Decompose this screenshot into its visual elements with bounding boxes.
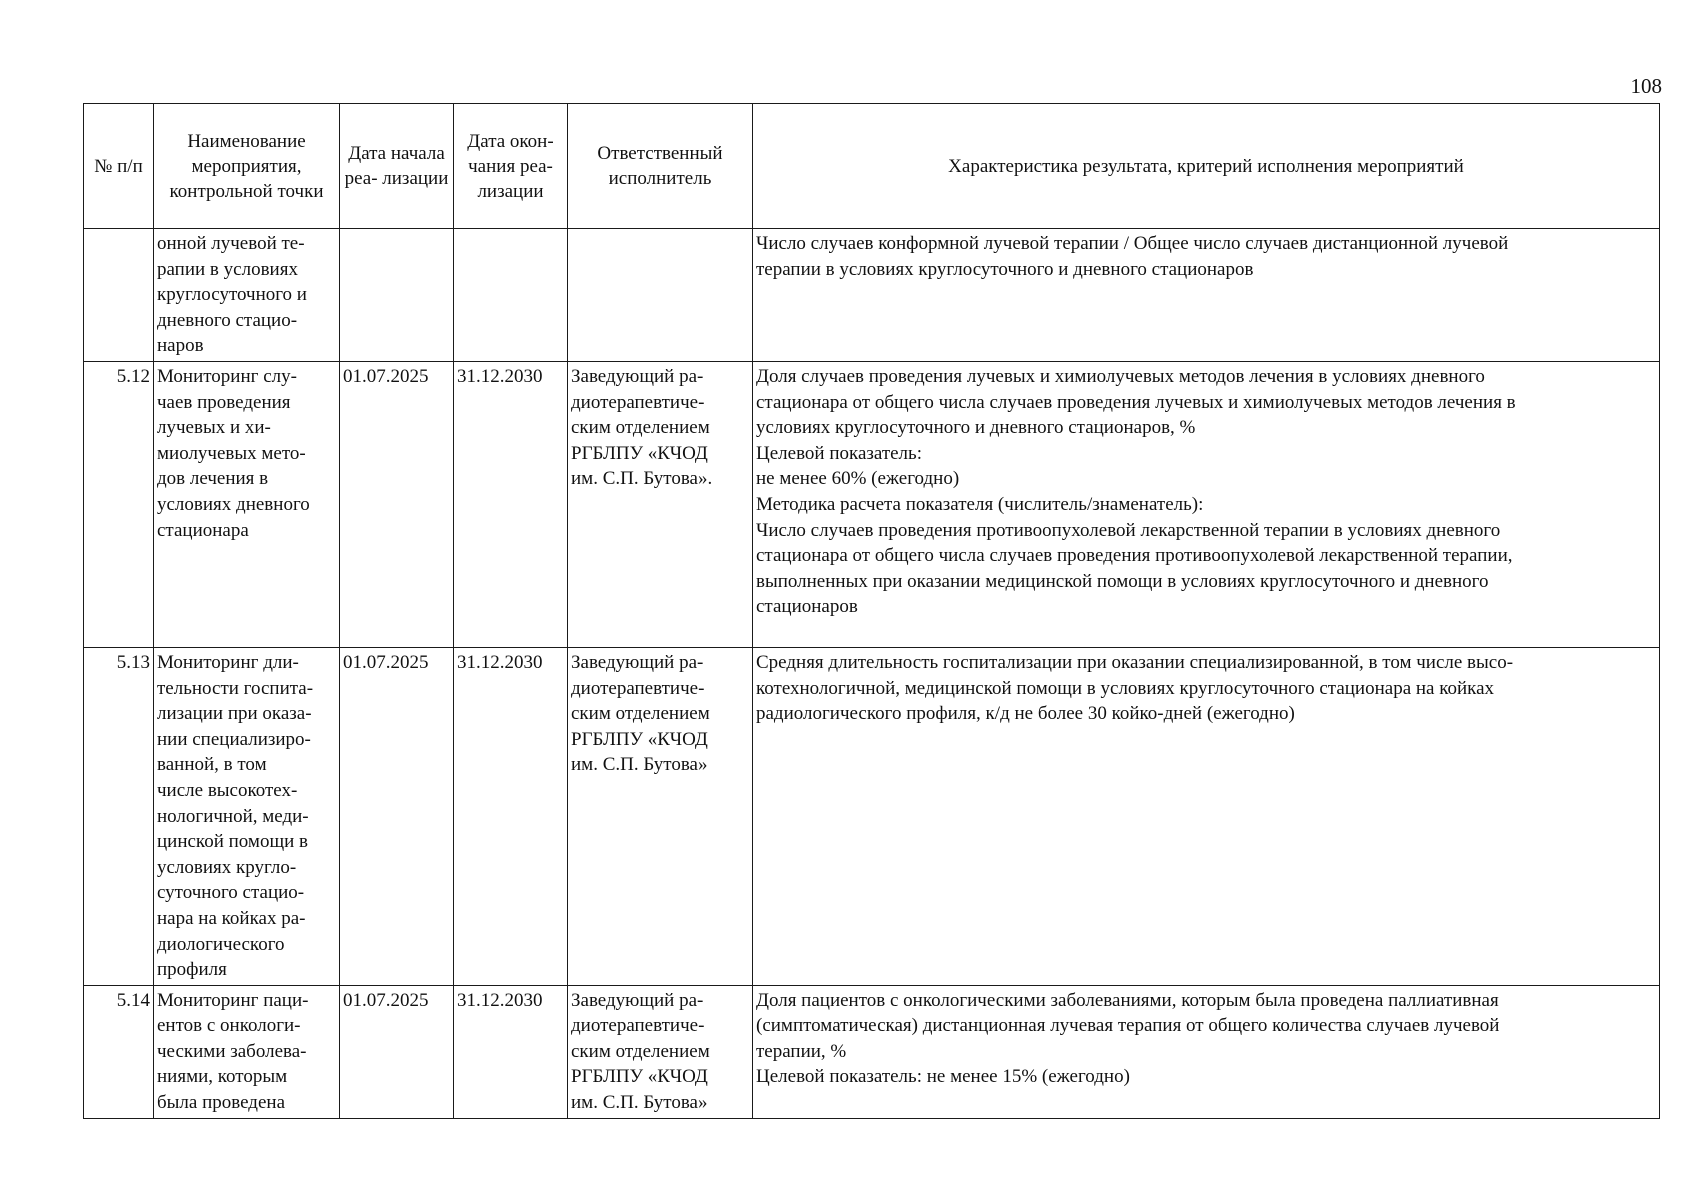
row-end-date: 31.12.2030 (454, 985, 568, 1118)
header-characteristic: Характеристика результата, критерий исполнения мероприятий (753, 104, 1660, 229)
row-start-date: 01.07.2025 (340, 985, 454, 1118)
table-header-row (84, 104, 1660, 229)
header-end-date: Дата окон- чания реа- лизации (454, 104, 568, 229)
row-num: 5.12 (84, 361, 154, 647)
row-start-date: 01.07.2025 (340, 361, 454, 647)
row-responsible (568, 229, 753, 362)
header-num: № п/п (84, 104, 154, 229)
header-start-date: Дата начала реа- лизации (340, 104, 454, 229)
row-start-date (340, 229, 454, 362)
row-characteristic: Число случаев конформной лучевой терапии / Общее число случаев дистанционной лучевой терапии в условиях круглосуточного и дневного стационаров (753, 229, 1660, 362)
row-name: онной лучевой те- рапии в условиях круглосуточного и дневного стацио- наров (154, 229, 340, 362)
header-responsible: Ответственный исполнитель (568, 104, 753, 229)
page-number: 108 (1630, 74, 1662, 98)
row-num (84, 229, 154, 362)
row-characteristic: Доля случаев проведения лучевых и химиолучевых методов лечения в условиях дневного стационара от общего числа случаев проведения лучевых и химиолучевых методов лечения в условиях круглосуточного и дневного стационаров, % Целевой показатель: не менее 60% (ежегодно) Методика расчета показателя (числитель/знаменатель): Число случаев проведения противоопухолевой лекарственной терапии в условиях дневного стационара от общего числа случаев проведения противоопухолевой лекарственной терапии, выполненных при оказании медицинской помощи в условиях круглосуточного и дневного стационаров (753, 361, 1660, 647)
row-characteristic: Доля пациентов с онкологическими заболеваниями, которым была проведена паллиативная (симптоматическая) дистанционная лучевая терапия от общего количества случаев лучевой терапии, % Целевой показатель: не менее 15% (ежегодно) (753, 985, 1660, 1118)
table-row (84, 985, 1660, 1118)
row-name: Мониторинг паци- ентов с онкологи- ческими заболева- ниями, которым была проведена (154, 985, 340, 1118)
table-row (84, 361, 1660, 647)
row-characteristic: Средняя длительность госпитализации при оказании специализированной, в том числе высо- котехнологичной, медицинской помощи в условиях круглосуточного стационара на койках радиологического профиля, к/д не более 30 койко-дней (ежегодно) (753, 647, 1660, 985)
row-start-date: 01.07.2025 (340, 647, 454, 985)
row-end-date (454, 229, 568, 362)
table-row (84, 229, 1660, 362)
row-name: Мониторинг слу- чаев проведения лучевых и хи- миолучевых мето- дов лечения в условиях дневного стационара (154, 361, 340, 647)
row-responsible: Заведующий ра- диотерапевтиче- ским отделением РГБЛПУ «КЧОД им. С.П. Бутова» (568, 985, 753, 1118)
row-name: Мониторинг дли- тельности госпита- лизации при оказа- нии специализиро- ванной, в том числе высокотех- нологичной, меди- цинской помощи в условиях кругло- суточного стацио- нара на койках ра- диологического профиля (154, 647, 340, 985)
header-name: Наименование мероприятия, контрольной точки (154, 104, 340, 229)
measures-table (83, 103, 1660, 1119)
row-num: 5.13 (84, 647, 154, 985)
row-responsible: Заведующий ра- диотерапевтиче- ским отделением РГБЛПУ «КЧОД им. С.П. Бутова». (568, 361, 753, 647)
row-num: 5.14 (84, 985, 154, 1118)
row-end-date: 31.12.2030 (454, 647, 568, 985)
row-responsible: Заведующий ра- диотерапевтиче- ским отделением РГБЛПУ «КЧОД им. С.П. Бутова» (568, 647, 753, 985)
table-row (84, 647, 1660, 985)
row-end-date: 31.12.2030 (454, 361, 568, 647)
